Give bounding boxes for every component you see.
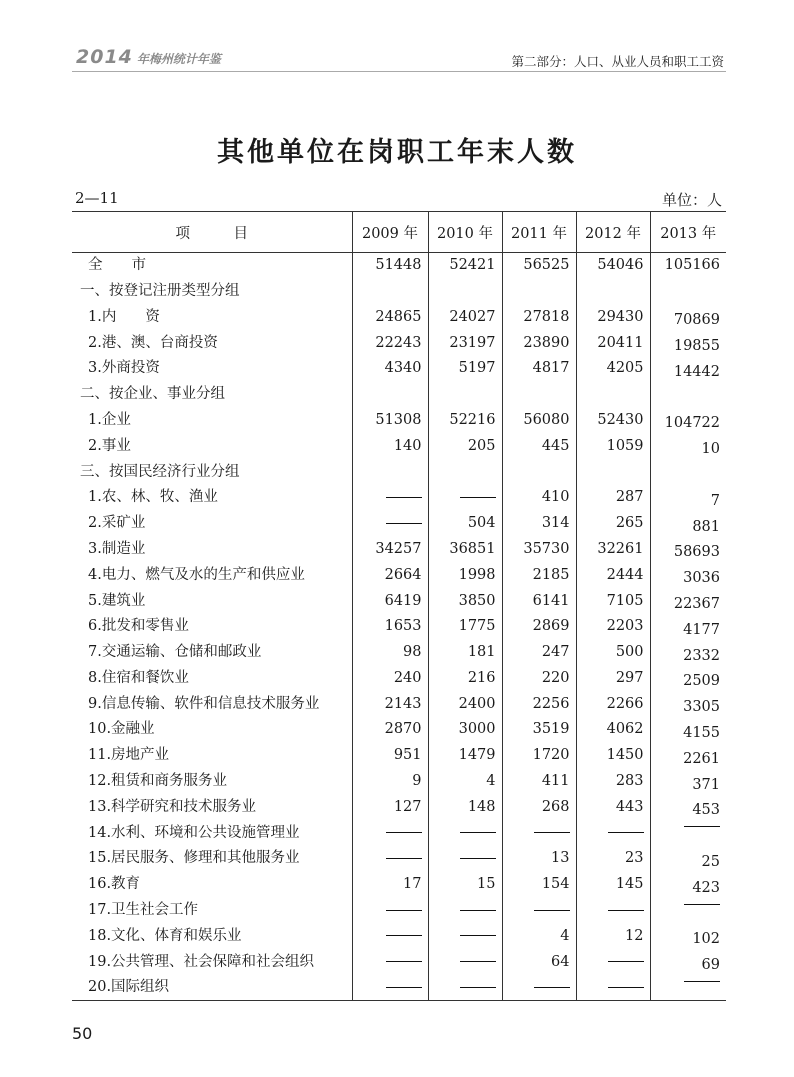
table-row [72, 691, 726, 717]
column-header-year: 2010 年 [428, 212, 502, 253]
cell-value: 23890 [502, 330, 576, 356]
cell-value: 500 [576, 639, 650, 665]
cell-value: 70869 [650, 304, 726, 330]
table-row [72, 253, 726, 279]
cell-value: 1775 [428, 614, 502, 640]
cell-value: 4155 [650, 717, 726, 743]
row-label: 二、按企业、事业分组 [80, 386, 225, 403]
row-label: 2.采矿业 [88, 515, 146, 532]
row-label: 1.内 资 [88, 308, 160, 325]
cell-value [428, 820, 502, 846]
cell-value [428, 278, 502, 304]
row-label: 12.租赁和商务服务业 [88, 773, 228, 790]
row-label: 20.国际组织 [72, 975, 352, 1001]
cell-value: 1720 [502, 743, 576, 769]
row-label: 6.批发和零售业 [88, 618, 189, 635]
cell-value: 1998 [428, 562, 502, 588]
table-row [72, 356, 726, 382]
cell-value: 3850 [428, 588, 502, 614]
no-data-dash [386, 523, 422, 524]
cell-value: 1059 [576, 433, 650, 459]
no-data-dash [386, 987, 422, 988]
cell-value: 6419 [352, 588, 428, 614]
cell-value: 15 [428, 872, 502, 898]
cell-value: 2869 [502, 614, 576, 640]
cell-value: 4177 [650, 614, 726, 640]
cell-value: 14442 [650, 356, 726, 382]
cell-value: 13 [502, 846, 576, 872]
cell-value [576, 949, 650, 975]
no-data-dash [460, 910, 496, 911]
cell-value [352, 975, 428, 1001]
cell-value: 2256 [502, 691, 576, 717]
row-label: 17.卫生社会工作 [88, 902, 199, 919]
cell-value [576, 459, 650, 485]
row-label: 14.水利、环境和公共设施管理业 [88, 824, 300, 841]
cell-value [428, 975, 502, 1001]
cell-value: 154 [502, 872, 576, 898]
cell-value [428, 897, 502, 923]
book-year: 2014 [76, 46, 133, 68]
table-number: 2—11 [75, 189, 119, 207]
table-header-row [72, 212, 726, 253]
table-row [72, 897, 726, 923]
cell-value: 371 [650, 768, 726, 794]
yearbook-logo [76, 46, 221, 68]
no-data-dash [684, 981, 720, 982]
cell-value: 36851 [428, 536, 502, 562]
cell-value: 504 [428, 510, 502, 536]
data-table [72, 211, 726, 1001]
cell-value: 951 [352, 743, 428, 769]
cell-value: 4205 [576, 356, 650, 382]
cell-value: 3305 [650, 691, 726, 717]
table-row [72, 794, 726, 820]
cell-value: 881 [650, 510, 726, 536]
no-data-dash [684, 826, 720, 827]
cell-value: 2143 [352, 691, 428, 717]
cell-value: 17 [352, 872, 428, 898]
cell-value: 3000 [428, 717, 502, 743]
no-data-dash [386, 497, 422, 498]
cell-value: 423 [650, 872, 726, 898]
no-data-dash [386, 935, 422, 936]
no-data-dash [460, 858, 496, 859]
section-title: 第二部分：人口、从业人员和职工工资 [511, 54, 724, 69]
no-data-dash [460, 497, 496, 498]
cell-value: 6141 [502, 588, 576, 614]
row-label: 5.建筑业 [88, 592, 146, 609]
cell-value: 4 [502, 923, 576, 949]
cell-value: 2870 [352, 717, 428, 743]
cell-value: 2185 [502, 562, 576, 588]
cell-value: 297 [576, 665, 650, 691]
table-row [72, 485, 726, 511]
row-label: 8.住宿和餐饮业 [88, 669, 189, 686]
cell-value [428, 485, 502, 511]
cell-value [576, 820, 650, 846]
table-row [72, 768, 726, 794]
row-label: 3.制造业 [88, 540, 146, 557]
cell-value: 34257 [352, 536, 428, 562]
cell-value [428, 381, 502, 407]
cell-value: 2664 [352, 562, 428, 588]
unit-label: 单位：人 [661, 191, 722, 209]
cell-value [650, 820, 726, 846]
row-label: 7.交通运输、仓储和邮政业 [88, 644, 262, 661]
cell-value [576, 381, 650, 407]
table-row [72, 975, 726, 1001]
cell-value: 411 [502, 768, 576, 794]
cell-value: 64 [502, 949, 576, 975]
cell-value: 220 [502, 665, 576, 691]
cell-value: 10 [650, 433, 726, 459]
cell-value: 1653 [352, 614, 428, 640]
cell-value: 7 [650, 485, 726, 511]
row-label: 19.公共管理、社会保障和社会组织 [88, 953, 315, 970]
no-data-dash [608, 987, 644, 988]
cell-value [352, 949, 428, 975]
cell-value: 19855 [650, 330, 726, 356]
cell-value: 22367 [650, 588, 726, 614]
cell-value: 35730 [502, 536, 576, 562]
no-data-dash [386, 961, 422, 962]
cell-value [428, 949, 502, 975]
table-row [72, 407, 726, 433]
row-label: 10.金融业 [88, 721, 155, 738]
cell-value: 23 [576, 846, 650, 872]
table-row [72, 717, 726, 743]
column-header-year: 2009 年 [352, 212, 428, 253]
cell-value [352, 820, 428, 846]
cell-value: 283 [576, 768, 650, 794]
table-row [72, 949, 726, 975]
book-name: 年梅州统计年鉴 [136, 52, 221, 66]
cell-value [352, 381, 428, 407]
row-label: 2.事业 [88, 437, 131, 454]
cell-value [502, 820, 576, 846]
cell-value: 410 [502, 485, 576, 511]
table-row [72, 820, 726, 846]
cell-value: 24027 [428, 304, 502, 330]
cell-value: 5197 [428, 356, 502, 382]
cell-value: 27818 [502, 304, 576, 330]
row-label: 2.港、澳、台商投资 [88, 334, 218, 351]
cell-value: 287 [576, 485, 650, 511]
table-row [72, 665, 726, 691]
no-data-dash [684, 904, 720, 905]
cell-value: 56080 [502, 407, 576, 433]
table-row [72, 923, 726, 949]
cell-value [650, 459, 726, 485]
cell-value [428, 923, 502, 949]
cell-value: 24865 [352, 304, 428, 330]
cell-value [352, 846, 428, 872]
table-row [72, 614, 726, 640]
cell-value: 216 [428, 665, 502, 691]
row-label: 18.文化、体育和娱乐业 [88, 927, 242, 944]
cell-value: 4062 [576, 717, 650, 743]
table-row [72, 459, 726, 485]
cell-value: 54046 [576, 253, 650, 279]
cell-value: 25 [650, 846, 726, 872]
cell-value: 314 [502, 510, 576, 536]
cell-value: 145 [576, 872, 650, 898]
no-data-dash [386, 910, 422, 911]
cell-value [650, 278, 726, 304]
table-row [72, 381, 726, 407]
table-row [72, 536, 726, 562]
no-data-dash [608, 910, 644, 911]
no-data-dash [386, 858, 422, 859]
cell-value [650, 897, 726, 923]
cell-value: 1479 [428, 743, 502, 769]
no-data-dash [534, 910, 570, 911]
table-row [72, 872, 726, 898]
cell-value: 56525 [502, 253, 576, 279]
column-header-year: 2013 年 [650, 212, 726, 253]
no-data-dash [534, 832, 570, 833]
cell-value: 69 [650, 949, 726, 975]
cell-value [650, 381, 726, 407]
cell-value: 1450 [576, 743, 650, 769]
row-label: 15.居民服务、修理和其他服务业 [88, 850, 300, 867]
cell-value: 265 [576, 510, 650, 536]
cell-value: 51448 [352, 253, 428, 279]
row-label: 1.农、林、牧、渔业 [88, 489, 218, 506]
cell-value: 7105 [576, 588, 650, 614]
no-data-dash [386, 832, 422, 833]
no-data-dash [608, 961, 644, 962]
row-label: 1.企业 [88, 411, 131, 428]
cell-value: 12 [576, 923, 650, 949]
cell-value: 52421 [428, 253, 502, 279]
table-row [72, 846, 726, 872]
cell-value [352, 897, 428, 923]
cell-value: 148 [428, 794, 502, 820]
cell-value: 20411 [576, 330, 650, 356]
cell-value: 443 [576, 794, 650, 820]
cell-value: 3036 [650, 562, 726, 588]
cell-value [576, 975, 650, 1001]
column-header-item: 项 目 [72, 212, 352, 253]
row-label: 3.外商投资 [88, 360, 160, 377]
no-data-dash [460, 832, 496, 833]
column-header-year: 2011 年 [502, 212, 576, 253]
cell-value [576, 897, 650, 923]
cell-value: 4 [428, 768, 502, 794]
table-row [72, 510, 726, 536]
cell-value [502, 278, 576, 304]
cell-value: 127 [352, 794, 428, 820]
cell-value: 4340 [352, 356, 428, 382]
cell-value [428, 846, 502, 872]
cell-value [502, 381, 576, 407]
cell-value: 52216 [428, 407, 502, 433]
cell-value: 2444 [576, 562, 650, 588]
table-row [72, 433, 726, 459]
cell-value: 32261 [576, 536, 650, 562]
table-row [72, 304, 726, 330]
cell-value: 4817 [502, 356, 576, 382]
cell-value: 102 [650, 923, 726, 949]
row-label: 16.教育 [88, 876, 141, 893]
cell-value: 2203 [576, 614, 650, 640]
no-data-dash [534, 987, 570, 988]
cell-value [352, 278, 428, 304]
cell-value: 105166 [650, 253, 726, 279]
cell-value: 3519 [502, 717, 576, 743]
table-row [72, 588, 726, 614]
cell-value: 22243 [352, 330, 428, 356]
cell-value: 23197 [428, 330, 502, 356]
cell-value: 453 [650, 794, 726, 820]
column-header-year: 2012 年 [576, 212, 650, 253]
table-row [72, 278, 726, 304]
cell-value [576, 278, 650, 304]
no-data-dash [608, 832, 644, 833]
table-row [72, 639, 726, 665]
page-title: 其他单位在岗职工年末人数 [217, 137, 577, 168]
no-data-dash [460, 935, 496, 936]
cell-value [502, 975, 576, 1001]
cell-value: 58693 [650, 536, 726, 562]
cell-value [650, 975, 726, 1001]
table-row [72, 743, 726, 769]
table-row [72, 330, 726, 356]
table-row [72, 562, 726, 588]
row-label: 全 市 [88, 257, 146, 274]
cell-value: 104722 [650, 407, 726, 433]
cell-value [428, 459, 502, 485]
cell-value: 2332 [650, 639, 726, 665]
row-label: 11.房地产业 [88, 747, 170, 764]
row-label: 4.电力、燃气及水的生产和供应业 [88, 566, 305, 583]
row-label: 三、按国民经济行业分组 [80, 463, 240, 480]
no-data-dash [460, 961, 496, 962]
cell-value: 181 [428, 639, 502, 665]
row-label: 13.科学研究和技术服务业 [88, 798, 257, 815]
cell-value: 29430 [576, 304, 650, 330]
cell-value [502, 459, 576, 485]
cell-value: 240 [352, 665, 428, 691]
no-data-dash [460, 987, 496, 988]
cell-value: 2400 [428, 691, 502, 717]
cell-value: 2261 [650, 743, 726, 769]
cell-value: 445 [502, 433, 576, 459]
cell-value: 268 [502, 794, 576, 820]
cell-value: 98 [352, 639, 428, 665]
cell-value [502, 897, 576, 923]
cell-value: 2509 [650, 665, 726, 691]
cell-value: 9 [352, 768, 428, 794]
cell-value: 247 [502, 639, 576, 665]
row-label: 一、按登记注册类型分组 [80, 282, 240, 299]
cell-value: 52430 [576, 407, 650, 433]
cell-value [352, 923, 428, 949]
header-divider [72, 71, 726, 72]
cell-value: 2266 [576, 691, 650, 717]
cell-value: 140 [352, 433, 428, 459]
page-number: 50 [72, 1024, 93, 1043]
cell-value [352, 485, 428, 511]
cell-value [352, 510, 428, 536]
cell-value: 205 [428, 433, 502, 459]
cell-value [352, 459, 428, 485]
cell-value: 51308 [352, 407, 428, 433]
row-label: 9.信息传输、软件和信息技术服务业 [88, 695, 320, 712]
